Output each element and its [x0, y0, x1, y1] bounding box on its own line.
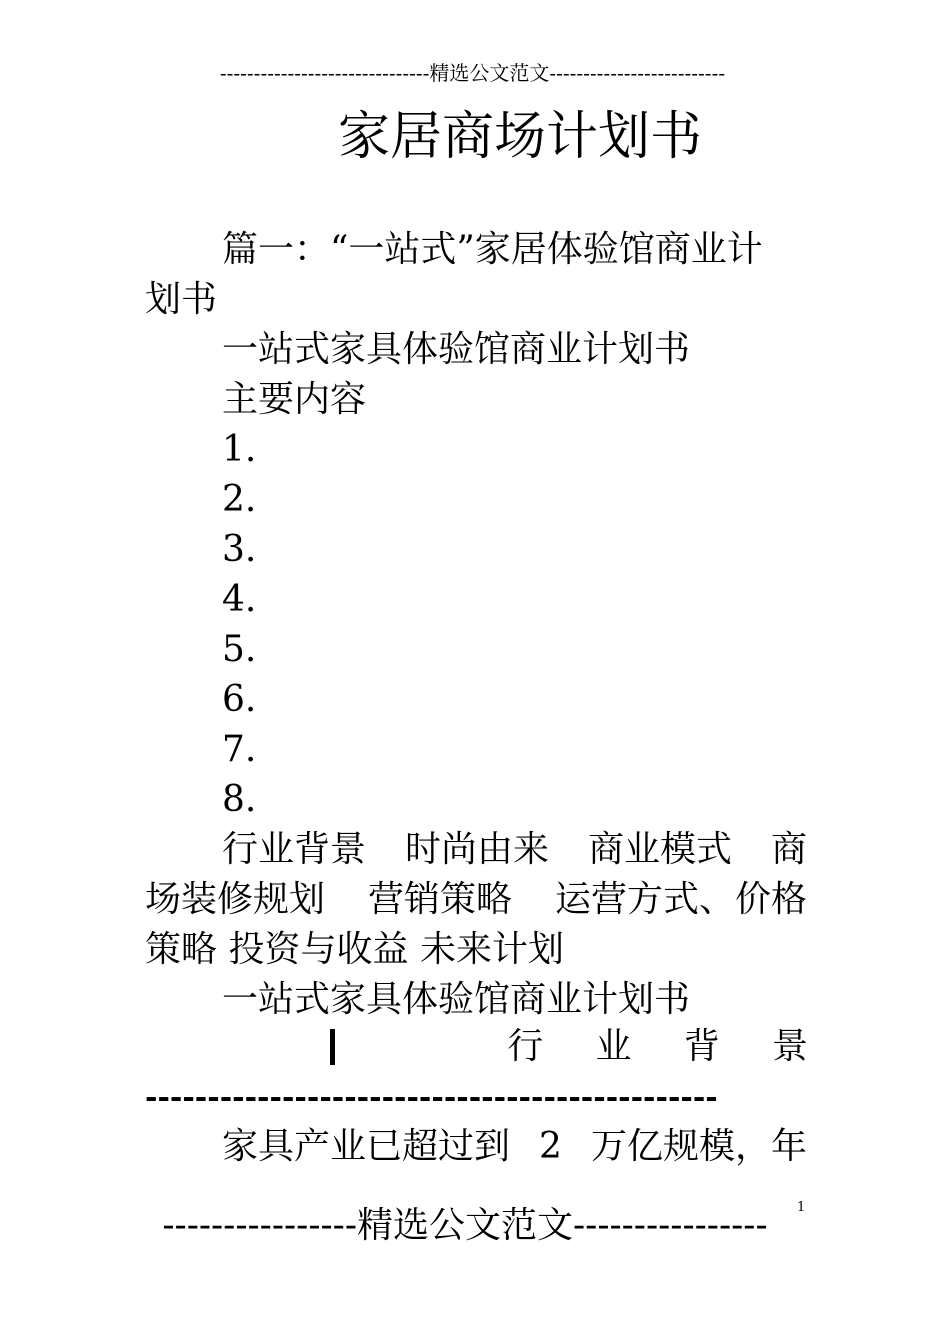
dashed-rule: ---------------------------------------------- [145, 1080, 718, 1115]
plan-subtitle: 一站式家具体验馆商业计划书 [222, 329, 691, 370]
list-item: 5. [222, 629, 257, 670]
topics-line-3 [145, 925, 564, 975]
body-text: 2 [539, 1126, 562, 1167]
topic-text: 营销策略 [367, 879, 512, 920]
topics-line-2 [145, 875, 807, 925]
topic-text: 商业模式 [587, 829, 732, 870]
contents-heading: 主要内容 [222, 379, 367, 420]
chapter-char: 业 [595, 1026, 632, 1067]
topic-text: 投资与收益 [228, 929, 409, 970]
topic-text: 商 [770, 829, 807, 870]
section-heading-line-2: 划书 [145, 279, 218, 320]
topic-text: 策略 [145, 929, 218, 970]
body-paragraph-line [222, 1122, 807, 1172]
list-item: 8. [222, 779, 257, 820]
list-item: 7. [222, 729, 257, 770]
section-heading-line-1: 篇一：“一站式”家居体验馆商业计 [222, 229, 763, 270]
page-number: 1 [797, 1200, 806, 1215]
chapter-char: 景 [771, 1026, 808, 1067]
topic-text: 行业背景 [222, 829, 367, 870]
page-footer: ----------------精选公文范文---------------- [162, 1205, 768, 1246]
topic-text: 场装修规划 [145, 879, 326, 920]
list-item: 2. [222, 479, 257, 520]
chapter-char: 背 [683, 1026, 720, 1067]
chapter-heading [330, 1022, 808, 1072]
plan-subtitle-repeat: 一站式家具体验馆商业计划书 [222, 979, 691, 1020]
list-item: 4. [222, 579, 257, 620]
chapter-marker [330, 1029, 335, 1065]
document-title: 家居商场计划书 [337, 107, 702, 167]
topic-text: 时尚由来 [404, 829, 549, 870]
list-item: 6. [222, 679, 257, 720]
page-header: -------------------------------精选公文范文-------------------------- [219, 61, 726, 85]
topics-line-1 [222, 825, 807, 875]
body-text: 万亿规模，年 [590, 1126, 807, 1167]
topic-text: 未来计划 [419, 929, 564, 970]
topic-text: 运营方式、价格 [554, 879, 807, 920]
body-text: 家具产业已超过到 [222, 1126, 511, 1167]
list-item: 3. [222, 529, 257, 570]
list-item: 1. [222, 429, 257, 470]
chapter-char: 行 [507, 1026, 544, 1067]
